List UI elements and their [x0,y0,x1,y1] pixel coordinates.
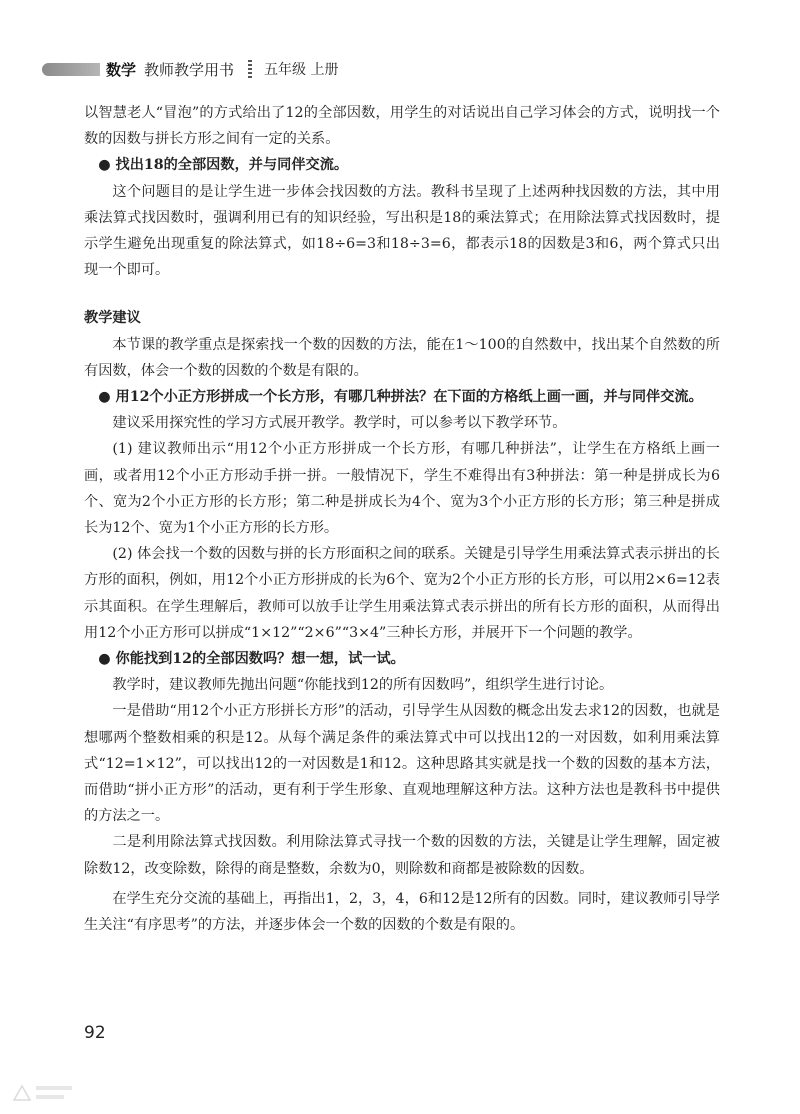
bullet-heading: ● 用12个小正方形拼成一个长方形，有哪几种拼法？在下面的方格纸上画一画，并与同伴交流。 [98,389,703,406]
section-heading: 教学建议 [84,310,141,327]
paragraph: 建议采用探究性的学习方式展开教学。教学时，可以参考以下教学环节。 [112,415,567,432]
running-header [106,56,338,82]
page-body [84,100,720,938]
header-separator [248,60,252,78]
watermark-logo-icon [8,1080,78,1106]
paragraph: (2) 体会找一个数的因数与拼的长方形面积之间的联系。关键是引导学生用乘法算式表示拼出的长方形的面积，例如，用12个小正方形拼成的长为6个、宽为2个小正方形的长方形，可以用2×6=12表示其面积。在学生理解后，教师可以放手让学生用乘法算式表示拼出的所有长方形的面积，从而得出用12个小正方形可以拼成“1×12”“2×6”“3×4”三种长方形，并展开下一个问题的教学。 [84,546,720,641]
paragraph: 教学时，建议教师先抛出问题“你能找到12的所有因数吗”，组织学生进行讨论。 [112,677,614,694]
header-grade: 五年级 上册 [264,62,339,78]
paragraph: 二是利用除法算式找因数。利用除法算式寻找一个数的因数的方法，关键是让学生理解，固定被除数12，改变除数，除得的商是整数，余数为0，则除数和商都是被除数的因数。 [84,834,720,877]
paragraph: 在学生充分交流的基础上，再指出1，2，3，4，6和12是12所有的因数。同时，建议教师引导学生关注“有序思考”的方法，并逐步体会一个数的因数的个数是有限的。 [84,890,720,934]
bullet-heading: ● 你能找到12的全部因数吗？想一想，试一试。 [98,651,405,668]
paragraph: 这个问题目的是让学生进一步体会找因数的方法。教科书呈现了上述两种找因数的方法，其中用乘法算式找因数时，强调利用已有的知识经验，写出积是18的乘法算式；在用除法算式找因数时，提示学生避免出现重复的除法算式，如18÷6=3和18÷3=6，都表示18的因数是3和6，两个算式只出现一个即可。 [84,183,720,279]
page-number: 92 [84,1023,106,1043]
bullet-heading: ● 找出18的全部因数，并与同伴交流。 [98,157,349,174]
paragraph: 本节课的教学重点是探索找一个数的因数的方法，能在1～100的自然数中，找出某个自然数的所有因数，体会一个数的因数的个数是有限的。 [84,336,720,379]
paragraph: 以智慧老人“冒泡”的方式给出了12的全部因数，用学生的对话说出自己学习体会的方式，说明找一个数的因数与拼长方形之间有一定的关系。 [84,105,720,148]
header-decoration-bar [42,63,100,76]
paragraph: 一是借助“用12个小正方形拼长方形”的活动，引导学生从因数的概念出发去求12的因数，也就是想哪两个整数相乘的积是12。从每个满足条件的乘法算式中可以找出12的一对因数，如利用乘法算式“12=1×12”，可以找出12的一对因数是1和12。这种思路其实就是找一个数的因数的基本方法，而借助“拼小正方形”的活动，更有利于学生形象、直观地理解这种方法。这种方法也是教科书中提供的方法之一。 [84,703,720,825]
header-subject: 数学 [106,60,137,79]
header-book-title: 教师教学用书 [144,60,235,79]
paragraph: (1) 建议教师出示“用12个小正方形拼成一个长方形，有哪几种拼法”，让学生在方格纸上画一画，或者用12个小正方形动手拼一拼。一般情况下，学生不难得出有3种拼法：第一种是拼成长为6个、宽为2个小正方形的长方形；第二种是拼成长为4个、宽为3个小正方形的长方形；第三种是拼成长为12个、宽为1个小正方形的长方形。 [84,441,720,537]
